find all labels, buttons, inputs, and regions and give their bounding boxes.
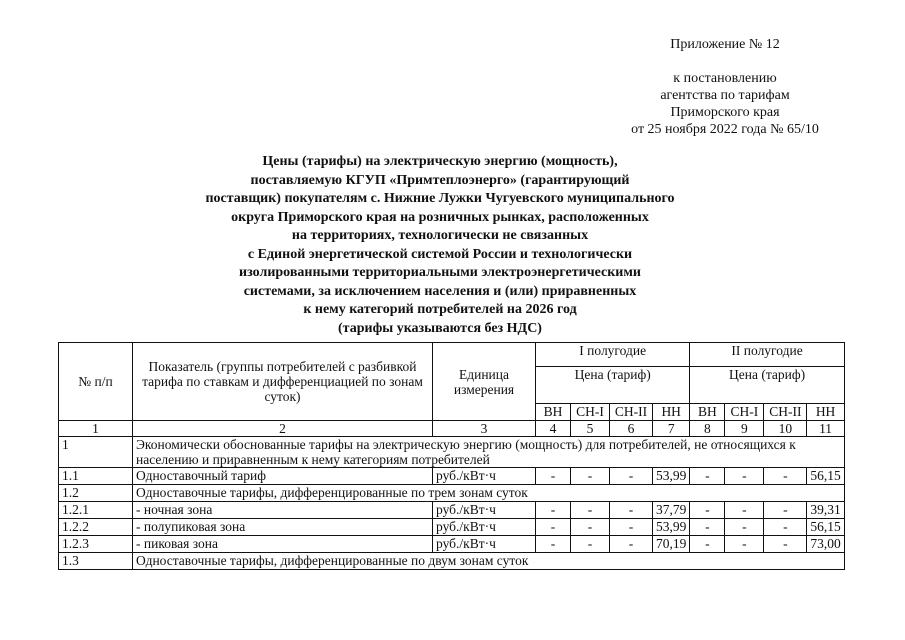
- header-level-nn: НН: [653, 404, 690, 421]
- header-level-vn: ВН: [536, 404, 571, 421]
- appendix-ref-line: к постановлению: [673, 71, 777, 86]
- row-section-text: Экономически обоснованные тарифы на электрическую энергию (мощность) для потребителей, не относящихся к населению и приравненным к нему категориям потребителей: [133, 437, 845, 468]
- table-row: [59, 536, 845, 553]
- value-cell: -: [571, 536, 610, 553]
- header-level-nn: НН: [807, 404, 844, 421]
- title-line: поставщик) покупателям с. Нижние Лужки Чугуевского муниципального: [205, 191, 675, 206]
- title-line: Цены (тарифы) на электрическую энергию (мощность),: [262, 154, 618, 169]
- row-indicator: Одноставочный тариф: [133, 468, 433, 485]
- row-section-text: Одноставочные тарифы, дифференцированные по двум зонам суток: [133, 553, 845, 570]
- appendix-number: Приложение № 12: [670, 37, 780, 52]
- header-level-vn: ВН: [690, 404, 725, 421]
- row-num: 1.2.3: [59, 536, 133, 553]
- table-row: [59, 437, 845, 468]
- value-cell: 53,99: [653, 519, 690, 536]
- appendix-block: [600, 36, 850, 138]
- row-num: 1.1: [59, 468, 133, 485]
- value-cell: -: [764, 502, 807, 519]
- column-number: 4: [536, 421, 571, 437]
- value-cell: -: [610, 536, 653, 553]
- header-half-2: II полугодие: [690, 343, 844, 367]
- header-half-1: I полугодие: [536, 343, 690, 367]
- title-line: изолированными территориальными электроэнергетическими: [239, 265, 641, 280]
- table-row: [59, 519, 845, 536]
- title-line: округа Приморского края на розничных рынках, расположенных: [231, 209, 649, 225]
- table-row: [59, 485, 845, 502]
- row-unit: руб./кВт·ч: [433, 502, 536, 519]
- column-number: 1: [59, 421, 133, 437]
- value-cell: -: [536, 468, 571, 485]
- appendix-ref-line: от 25 ноября 2022 года № 65/10: [631, 122, 819, 137]
- column-number: 10: [764, 421, 807, 437]
- row-num: 1.2.2: [59, 519, 133, 536]
- row-section-text: Одноставочные тарифы, дифференцированные по трем зонам суток: [133, 485, 845, 502]
- value-cell: -: [690, 468, 725, 485]
- header-level-sn2: СН-II: [610, 404, 653, 421]
- value-cell: -: [610, 502, 653, 519]
- row-num: 1: [59, 437, 133, 468]
- value-cell: 70,19: [653, 536, 690, 553]
- column-number: 11: [807, 421, 844, 437]
- appendix-ref-line: Приморского края: [670, 105, 780, 120]
- value-cell: -: [725, 536, 764, 553]
- row-unit: руб./кВт·ч: [433, 468, 536, 485]
- value-cell: -: [571, 468, 610, 485]
- value-cell: 56,15: [807, 468, 844, 485]
- column-number: 5: [571, 421, 610, 437]
- header-price-1: Цена (тариф): [536, 367, 690, 404]
- value-cell: -: [690, 502, 725, 519]
- value-cell: -: [536, 536, 571, 553]
- title-line: системами, за исключением населения и (или) приравненных: [243, 283, 637, 299]
- header-num: № п/п: [59, 343, 133, 421]
- header-level-sn1: СН-I: [571, 404, 610, 421]
- value-cell: -: [764, 468, 807, 485]
- value-cell: -: [610, 468, 653, 485]
- value-cell: -: [571, 519, 610, 536]
- value-cell: 53,99: [653, 468, 690, 485]
- row-num: 1.2.1: [59, 502, 133, 519]
- header-level-sn1: СН-I: [725, 404, 764, 421]
- table-row: [59, 553, 845, 570]
- column-number: 8: [690, 421, 725, 437]
- row-indicator: - пиковая зона: [133, 536, 433, 553]
- column-number: 9: [725, 421, 764, 437]
- title-line: с Единой энергетической системой России и технологически: [247, 246, 633, 262]
- title-line: поставляемую КГУП «Примтеплоэнерго» (гарантирующий: [250, 172, 630, 188]
- value-cell: 73,00: [807, 536, 844, 553]
- row-indicator: - ночная зона: [133, 502, 433, 519]
- table-row: [59, 502, 845, 519]
- row-num: 1.2: [59, 485, 133, 502]
- document-title: [150, 153, 730, 338]
- value-cell: -: [764, 519, 807, 536]
- table-row: [59, 468, 845, 485]
- value-cell: -: [690, 519, 725, 536]
- value-cell: -: [725, 502, 764, 519]
- value-cell: -: [536, 502, 571, 519]
- value-cell: -: [571, 502, 610, 519]
- column-number: 6: [610, 421, 653, 437]
- row-indicator: - полупиковая зона: [133, 519, 433, 536]
- column-number: 3: [433, 421, 536, 437]
- value-cell: -: [610, 519, 653, 536]
- row-num: 1.3: [59, 553, 133, 570]
- title-line: на территориях, технологически не связанных: [291, 228, 589, 243]
- header-level-sn2: СН-II: [764, 404, 807, 421]
- value-cell: -: [690, 536, 725, 553]
- title-line: (тарифы указываются без НДС): [338, 320, 542, 336]
- header-indicator: Показатель (группы потребителей с разбивкой тарифа по ставкам и дифференциацией по зонам суток): [133, 343, 433, 421]
- column-number: 2: [133, 421, 433, 437]
- value-cell: 39,31: [807, 502, 844, 519]
- header-price-2: Цена (тариф): [690, 367, 844, 404]
- row-unit: руб./кВт·ч: [433, 536, 536, 553]
- value-cell: -: [764, 536, 807, 553]
- title-line: к нему категорий потребителей на 2026 год: [303, 302, 577, 317]
- appendix-ref-line: агентства по тарифам: [660, 88, 790, 103]
- value-cell: 37,79: [653, 502, 690, 519]
- value-cell: -: [536, 519, 571, 536]
- tariff-table: [58, 342, 845, 570]
- value-cell: -: [725, 519, 764, 536]
- column-number: 7: [653, 421, 690, 437]
- header-unit: Единица измерения: [433, 343, 536, 421]
- value-cell: -: [725, 468, 764, 485]
- value-cell: 56,15: [807, 519, 844, 536]
- row-unit: руб./кВт·ч: [433, 519, 536, 536]
